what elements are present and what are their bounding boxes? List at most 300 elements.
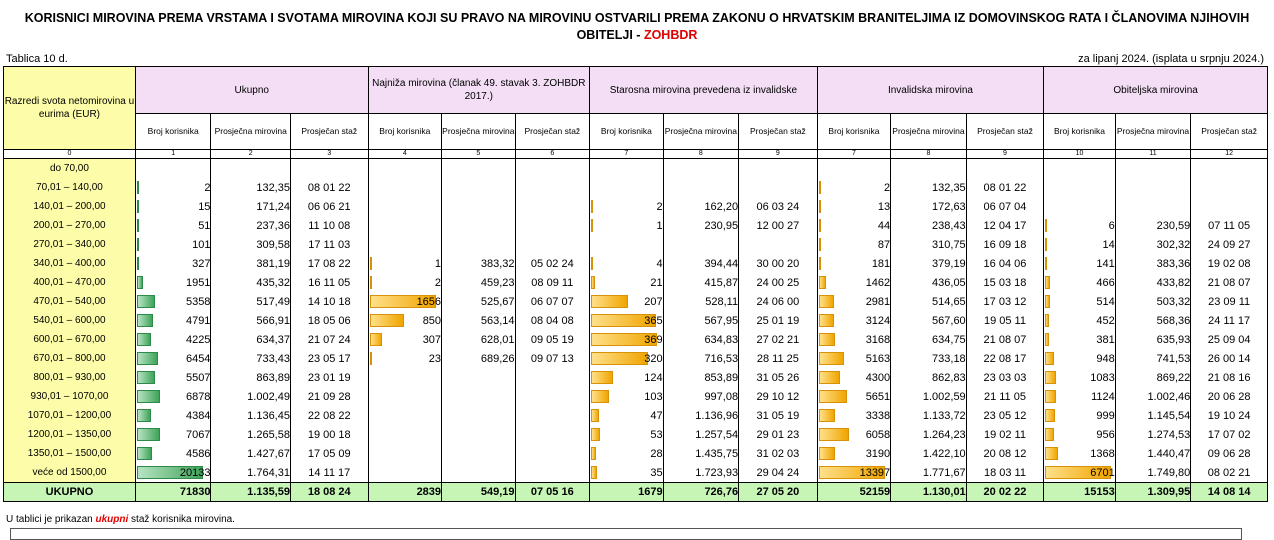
average-service-cell [515, 425, 590, 444]
average-service-cell: 24 00 25 [739, 273, 818, 292]
count-value: 47 [650, 409, 663, 422]
total-cell: 20 02 22 [966, 483, 1044, 502]
count-cell [1044, 349, 1116, 368]
count-cell [368, 178, 442, 197]
data-bar [137, 238, 139, 251]
footnote-text-after: staž korisnika mirovina. [128, 514, 235, 525]
count-cell [1044, 387, 1116, 406]
average-pension-cell: 1.133,72 [891, 406, 967, 425]
range-cell: veće od 1500,00 [4, 463, 136, 483]
title-highlight: ZOHBDR [643, 28, 698, 42]
table-row [4, 349, 1268, 368]
average-pension-cell [442, 387, 516, 406]
data-bar [137, 352, 158, 365]
average-service-cell: 06 03 24 [739, 197, 818, 216]
count-value: 23 [428, 352, 442, 365]
count-cell [368, 387, 442, 406]
average-pension-cell: 1.002,49 [211, 387, 291, 406]
count-cell [590, 444, 664, 463]
count-value: 2981 [865, 295, 891, 308]
average-service-cell: 31 05 26 [739, 368, 818, 387]
count-cell [135, 311, 211, 330]
data-bar [819, 447, 835, 460]
count-cell [1044, 235, 1116, 254]
count-value: 381 [1096, 333, 1115, 346]
data-bar [370, 276, 372, 289]
count-cell [590, 463, 664, 483]
count-value: 4225 [185, 333, 211, 346]
count-cell [135, 425, 211, 444]
data-bar [819, 257, 821, 270]
average-service-cell: 31 05 19 [739, 406, 818, 425]
average-service-cell: 21 08 07 [966, 330, 1044, 349]
average-pension-cell: 1.002,59 [891, 387, 967, 406]
average-pension-cell [442, 159, 516, 179]
average-service-cell: 23 09 11 [1191, 292, 1268, 311]
count-value: 514 [1096, 295, 1115, 308]
count-value: 6 [1108, 219, 1115, 232]
count-cell [817, 425, 891, 444]
average-pension-cell: 862,83 [891, 368, 967, 387]
data-bar [370, 333, 382, 346]
average-pension-cell: 567,60 [891, 311, 967, 330]
average-pension-cell: 309,58 [211, 235, 291, 254]
count-cell [817, 368, 891, 387]
count-cell [817, 178, 891, 197]
average-pension-cell [442, 406, 516, 425]
count-cell [1044, 463, 1116, 483]
count-cell [1044, 406, 1116, 425]
count-cell [135, 254, 211, 273]
table-row [4, 216, 1268, 235]
group-header-old-age: Starosna mirovina prevedena iz invalidske [590, 67, 818, 114]
average-pension-cell: 394,44 [663, 254, 739, 273]
average-pension-cell: 1.002,46 [1115, 387, 1191, 406]
average-pension-cell: 237,36 [211, 216, 291, 235]
table-row [4, 159, 1268, 179]
average-service-cell: 09 06 28 [1191, 444, 1268, 463]
average-service-cell: 06 07 07 [515, 292, 590, 311]
count-cell [590, 159, 664, 179]
average-pension-cell: 869,22 [1115, 368, 1191, 387]
average-service-cell [515, 387, 590, 406]
data-bar [591, 371, 613, 384]
average-service-cell [1191, 197, 1268, 216]
data-bar [370, 257, 372, 270]
count-value: 103 [644, 390, 663, 403]
average-pension-cell: 1.136,45 [211, 406, 291, 425]
count-cell [135, 349, 211, 368]
average-pension-cell: 853,89 [663, 368, 739, 387]
data-bar [819, 390, 847, 403]
count-cell [817, 197, 891, 216]
count-value: 2 [434, 276, 442, 289]
average-pension-cell [211, 159, 291, 179]
average-pension-cell: 132,35 [211, 178, 291, 197]
data-bar [370, 352, 372, 365]
average-pension-cell: 1.145,54 [1115, 406, 1191, 425]
range-header: Razredi svota netomirovina u eurima (EUR) [4, 67, 136, 150]
average-pension-cell: 503,32 [1115, 292, 1191, 311]
total-cell: 1.309,95 [1115, 483, 1191, 502]
average-service-cell: 14 10 18 [290, 292, 368, 311]
table-row [4, 254, 1268, 273]
count-cell [135, 178, 211, 197]
data-bar [819, 428, 849, 441]
data-bar [591, 428, 600, 441]
group-header-family: Obiteljska mirovina [1044, 67, 1268, 114]
range-cell: 70,01 – 140,00 [4, 178, 136, 197]
average-service-cell: 22 08 17 [966, 349, 1044, 368]
count-cell [135, 444, 211, 463]
average-pension-cell [891, 159, 967, 179]
average-pension-cell: 863,89 [211, 368, 291, 387]
range-cell: 470,01 – 540,00 [4, 292, 136, 311]
count-cell [368, 254, 442, 273]
count-value: 14 [1102, 238, 1115, 251]
count-cell [368, 349, 442, 368]
average-service-cell [515, 216, 590, 235]
count-cell [817, 254, 891, 273]
table-row [4, 197, 1268, 216]
average-pension-cell: 997,08 [663, 387, 739, 406]
count-cell [1044, 444, 1116, 463]
subheader-cell: Broj korisnika [368, 114, 442, 150]
pension-table [3, 66, 1268, 502]
average-service-cell: 09 05 19 [515, 330, 590, 349]
table-row [4, 444, 1268, 463]
count-value: 1462 [865, 276, 891, 289]
column-number: 8 [663, 150, 739, 159]
average-pension-cell: 634,37 [211, 330, 291, 349]
average-service-cell: 19 02 08 [1191, 254, 1268, 273]
count-value: 999 [1096, 409, 1115, 422]
count-cell [368, 330, 442, 349]
count-cell [590, 368, 664, 387]
table-row [4, 406, 1268, 425]
average-pension-cell: 381,19 [211, 254, 291, 273]
average-pension-cell: 517,49 [211, 292, 291, 311]
data-bar [137, 257, 139, 270]
average-pension-cell [442, 463, 516, 483]
data-bar [137, 276, 143, 289]
range-cell: 600,01 – 670,00 [4, 330, 136, 349]
count-cell [817, 235, 891, 254]
count-value: 1 [434, 257, 442, 270]
average-service-cell [515, 159, 590, 179]
subheader-cell: Prosječna mirovina [1115, 114, 1191, 150]
count-value: 850 [422, 314, 442, 327]
average-service-cell: 08 01 22 [966, 178, 1044, 197]
footnote-emphasis: ukupni [95, 514, 129, 525]
count-cell [590, 273, 664, 292]
average-pension-cell: 689,26 [442, 349, 516, 368]
average-service-cell: 17 07 02 [1191, 425, 1268, 444]
count-cell [590, 330, 664, 349]
subheader-cell: Prosječna mirovina [663, 114, 739, 150]
average-service-cell [515, 197, 590, 216]
subheader-cell: Prosječan staž [966, 114, 1044, 150]
average-service-cell: 21 07 24 [290, 330, 368, 349]
count-value: 5651 [865, 390, 891, 403]
count-value: 1951 [185, 276, 211, 289]
average-service-cell: 17 05 09 [290, 444, 368, 463]
average-service-cell: 27 02 21 [739, 330, 818, 349]
average-service-cell: 18 05 06 [290, 311, 368, 330]
average-pension-cell [663, 159, 739, 179]
count-value: 181 [871, 257, 891, 270]
subheader-cell: Prosječna mirovina [211, 114, 291, 150]
data-bar [819, 200, 821, 213]
column-number: 7 [590, 150, 664, 159]
average-service-cell: 11 10 08 [290, 216, 368, 235]
range-cell: 800,01 – 930,00 [4, 368, 136, 387]
data-bar [137, 295, 155, 308]
data-bar [819, 238, 821, 251]
count-value: 2 [204, 181, 211, 194]
count-value: 4384 [185, 409, 211, 422]
subheader-cell: Broj korisnika [590, 114, 664, 150]
count-cell [1044, 292, 1116, 311]
table-row [4, 330, 1268, 349]
average-pension-cell [442, 368, 516, 387]
count-cell [817, 159, 891, 179]
count-value: 6058 [865, 428, 891, 441]
average-pension-cell [442, 235, 516, 254]
count-cell [368, 463, 442, 483]
average-pension-cell [442, 444, 516, 463]
count-value: 466 [1096, 276, 1115, 289]
period-label: za lipanj 2024. (isplata u srpnju 2024.) [1078, 53, 1264, 65]
average-pension-cell: 1.257,54 [663, 425, 739, 444]
average-service-cell: 18 03 11 [966, 463, 1044, 483]
total-cell: 1.130,01 [891, 483, 967, 502]
count-cell [368, 444, 442, 463]
average-pension-cell: 162,20 [663, 197, 739, 216]
average-service-cell: 19 00 18 [290, 425, 368, 444]
average-pension-cell: 1.440,47 [1115, 444, 1191, 463]
count-value: 6454 [185, 352, 211, 365]
range-cell: 1350,01 – 1500,00 [4, 444, 136, 463]
column-number: 3 [290, 150, 368, 159]
table-label: Tablica 10 d. [6, 53, 68, 65]
count-cell [368, 425, 442, 444]
average-pension-cell: 733,18 [891, 349, 967, 368]
count-cell [590, 292, 664, 311]
count-value: 369 [644, 333, 663, 346]
average-pension-cell: 436,05 [891, 273, 967, 292]
table-row [4, 178, 1268, 197]
column-number: 12 [1191, 150, 1268, 159]
count-cell [590, 216, 664, 235]
average-pension-cell: 1.264,23 [891, 425, 967, 444]
average-service-cell [739, 235, 818, 254]
average-service-cell: 24 09 27 [1191, 235, 1268, 254]
count-value: 365 [644, 314, 663, 327]
table-row [4, 463, 1268, 483]
table-row [4, 235, 1268, 254]
count-value: 327 [192, 257, 211, 270]
data-bar [1045, 276, 1050, 289]
average-service-cell: 29 10 12 [739, 387, 818, 406]
subheader-cell: Broj korisnika [135, 114, 211, 150]
column-number: 4 [368, 150, 442, 159]
column-number: 7 [817, 150, 891, 159]
average-service-cell: 15 03 18 [966, 273, 1044, 292]
average-service-cell: 17 03 12 [966, 292, 1044, 311]
average-pension-cell: 628,01 [442, 330, 516, 349]
count-cell [368, 368, 442, 387]
count-cell [590, 406, 664, 425]
average-service-cell: 25 01 19 [739, 311, 818, 330]
table-row [4, 425, 1268, 444]
count-cell [1044, 254, 1116, 273]
average-service-cell: 17 08 22 [290, 254, 368, 273]
average-service-cell: 22 08 22 [290, 406, 368, 425]
count-value: 101 [192, 238, 211, 251]
table-row [4, 311, 1268, 330]
average-pension-cell: 230,95 [663, 216, 739, 235]
total-cell: 1679 [590, 483, 664, 502]
count-cell [368, 216, 442, 235]
count-cell [590, 178, 664, 197]
data-bar [137, 390, 160, 403]
subheader-cell: Prosječan staž [515, 114, 590, 150]
total-cell: 52159 [817, 483, 891, 502]
column-number: 6 [515, 150, 590, 159]
average-service-cell [290, 159, 368, 179]
average-service-cell: 31 02 03 [739, 444, 818, 463]
average-pension-cell: 528,11 [663, 292, 739, 311]
data-bar [1045, 447, 1058, 460]
count-value: 5163 [865, 352, 891, 365]
average-service-cell: 29 01 23 [739, 425, 818, 444]
average-pension-cell: 415,87 [663, 273, 739, 292]
count-value: 2 [656, 200, 663, 213]
group-header-disability: Invalidska mirovina [817, 67, 1044, 114]
average-service-cell: 26 00 14 [1191, 349, 1268, 368]
count-cell [368, 197, 442, 216]
total-cell: 14 08 14 [1191, 483, 1268, 502]
average-service-cell: 23 05 12 [966, 406, 1044, 425]
range-cell: 930,01 – 1070,00 [4, 387, 136, 406]
count-cell [817, 406, 891, 425]
subheader-cell: Prosječna mirovina [891, 114, 967, 150]
count-cell [1044, 330, 1116, 349]
subheader-cell: Prosječna mirovina [442, 114, 516, 150]
count-cell [135, 235, 211, 254]
subheader-cell: Prosječan staž [1191, 114, 1268, 150]
count-value: 5358 [185, 295, 211, 308]
average-pension-cell: 435,32 [211, 273, 291, 292]
total-cell: 726,76 [663, 483, 739, 502]
total-row [4, 483, 1268, 502]
average-pension-cell: 566,91 [211, 311, 291, 330]
count-value: 13 [877, 200, 891, 213]
average-service-cell: 23 05 17 [290, 349, 368, 368]
average-service-cell: 19 10 24 [1191, 406, 1268, 425]
count-value: 124 [644, 371, 663, 384]
average-pension-cell: 1.422,10 [891, 444, 967, 463]
count-cell [135, 406, 211, 425]
title-line-1: KORISNICI MIROVINA PREMA VRSTAMA I SVOTAMA MIROVINA KOJI SU PRAVO NA MIROVINU OSTVARILI PREMA ZAKONU O HRVATSKIM BRANITELJIMA IZ DOMOVINSKOG RATA I ČLANOVIMA NJIHOVIH [24, 11, 1250, 25]
data-bar [137, 314, 153, 327]
total-cell: 07 05 16 [515, 483, 590, 502]
data-bar [137, 409, 151, 422]
count-cell [817, 292, 891, 311]
data-bar [1045, 352, 1054, 365]
count-value: 1124 [1091, 390, 1115, 403]
count-cell [590, 387, 664, 406]
average-pension-cell [1115, 178, 1191, 197]
data-bar [819, 295, 834, 308]
count-cell [817, 463, 891, 483]
average-pension-cell: 1.427,67 [211, 444, 291, 463]
title-line-2 [0, 27, 1274, 44]
column-number: 0 [4, 150, 136, 159]
range-cell: 670,01 – 800,00 [4, 349, 136, 368]
count-value: 320 [644, 352, 663, 365]
data-bar [591, 409, 599, 422]
average-pension-cell [663, 235, 739, 254]
data-bar [137, 219, 139, 232]
count-cell [1044, 368, 1116, 387]
average-service-cell: 06 07 04 [966, 197, 1044, 216]
average-pension-cell: 1.274,53 [1115, 425, 1191, 444]
data-bar [819, 181, 821, 194]
data-bar [591, 219, 593, 232]
average-service-cell: 17 11 03 [290, 235, 368, 254]
data-bar [819, 333, 835, 346]
count-value: 51 [198, 219, 211, 232]
data-bar [1045, 295, 1050, 308]
average-pension-cell: 238,43 [891, 216, 967, 235]
count-value: 307 [422, 333, 442, 346]
count-cell [1044, 197, 1116, 216]
count-cell [368, 292, 442, 311]
average-service-cell: 08 09 11 [515, 273, 590, 292]
average-service-cell: 19 02 11 [966, 425, 1044, 444]
count-cell [135, 159, 211, 179]
count-value: 15 [198, 200, 211, 213]
data-bar [819, 352, 844, 365]
data-bar [1045, 371, 1056, 384]
average-pension-cell: 132,35 [891, 178, 967, 197]
column-number: 5 [442, 150, 516, 159]
average-service-cell: 24 11 17 [1191, 311, 1268, 330]
average-service-cell [515, 178, 590, 197]
average-service-cell: 30 00 20 [739, 254, 818, 273]
average-service-cell [515, 444, 590, 463]
subheader-cell: Prosječan staž [739, 114, 818, 150]
average-service-cell [515, 406, 590, 425]
count-value: 1 [656, 219, 663, 232]
range-cell: 540,01 – 600,00 [4, 311, 136, 330]
average-service-cell: 25 09 04 [1191, 330, 1268, 349]
average-pension-cell: 741,53 [1115, 349, 1191, 368]
total-cell: 18 08 24 [290, 483, 368, 502]
average-pension-cell: 1.435,75 [663, 444, 739, 463]
average-service-cell [1191, 178, 1268, 197]
data-bar [1045, 314, 1049, 327]
average-pension-cell: 1.136,96 [663, 406, 739, 425]
data-bar [1045, 428, 1054, 441]
count-cell [1044, 178, 1116, 197]
total-label: UKUPNO [4, 483, 136, 502]
range-cell: 400,01 – 470,00 [4, 273, 136, 292]
group-header-total: Ukupno [135, 67, 368, 114]
average-service-cell: 08 04 08 [515, 311, 590, 330]
